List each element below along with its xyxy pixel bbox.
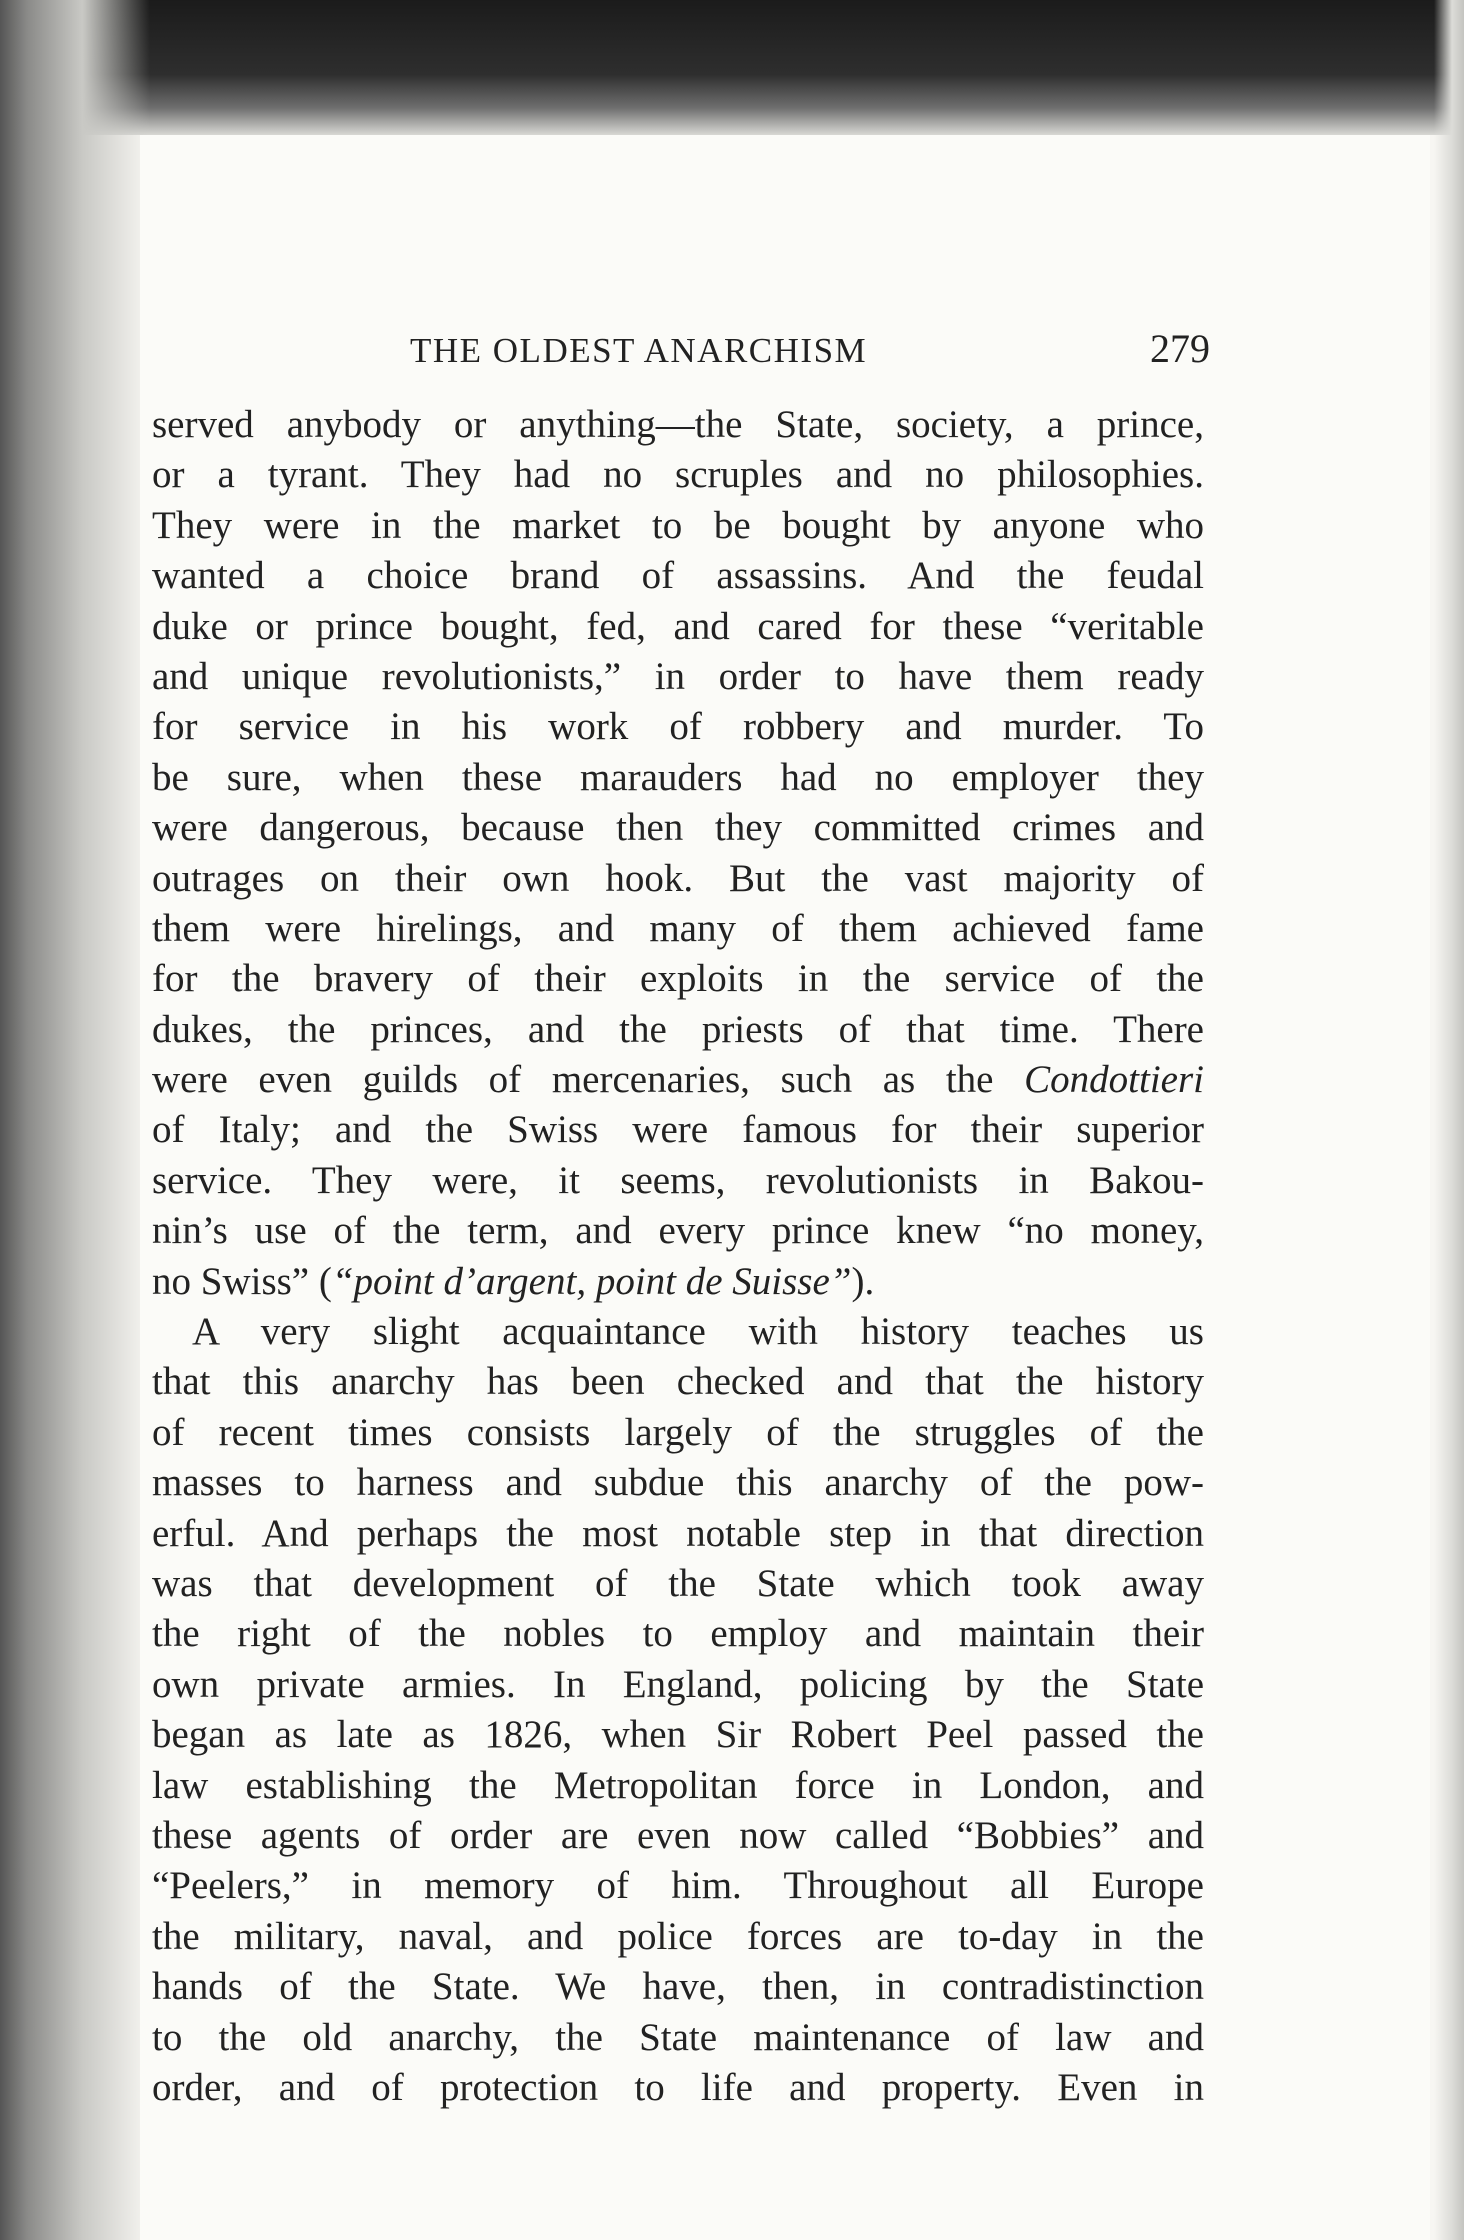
text-line: the right of the nobles to employ and maintain their — [152, 1612, 1204, 1656]
text-line — [152, 1257, 1204, 1307]
text-line: was that development of the State which took away — [152, 1561, 1204, 1605]
text-line: duke or prince bought, fed, and cared for these “veritable — [152, 604, 1204, 648]
text-line — [152, 1055, 1204, 1105]
text-line: law establishing the Metropolitan force in London, and — [152, 1763, 1204, 1807]
text-line: be sure, when these marauders had no employer they — [152, 755, 1204, 799]
italic-run: Condottieri — [1024, 1058, 1204, 1102]
text-line: masses to harness and subdue this anarchy of the pow- — [152, 1461, 1204, 1505]
text-line: that this anarchy has been checked and that the history — [152, 1360, 1204, 1404]
text-line: began as late as 1826, when Sir Robert Peel passed the — [152, 1713, 1204, 1757]
text-line: nin’s use of the term, and every prince knew “no money, — [152, 1209, 1204, 1253]
text-run: no Swiss” ( — [152, 1259, 332, 1303]
text-line: for service in his work of robbery and murder. To — [152, 705, 1204, 749]
text-line: or a tyrant. They had no scruples and no philosophies. — [152, 453, 1204, 497]
text-line: served anybody or anything—the State, society, a prince, — [152, 403, 1204, 446]
text-line: were dangerous, because then they committed crimes and — [152, 806, 1204, 850]
text-line: A very slight acquaintance with history teaches us — [192, 1310, 1204, 1354]
text-line: order, and of protection to life and property. Even in — [152, 2065, 1204, 2109]
text-line: erful. And perhaps the most notable step in that direction — [152, 1511, 1204, 1555]
text-line: own private armies. In England, policing by the State — [152, 1662, 1204, 1706]
book-spine-shadow — [0, 0, 150, 2240]
text-run: were even guilds of mercenaries, such as the — [152, 1058, 1025, 1102]
text-run: ). — [851, 1259, 875, 1303]
text-line: to the old anarchy, the State maintenance of law and — [152, 2015, 1204, 2059]
text-line: of Italy; and the Swiss were famous for their superior — [152, 1108, 1204, 1152]
text-line: They were in the market to be bought by anyone who — [152, 503, 1204, 547]
text-line: them were hirelings, and many of them achieved fame — [152, 906, 1204, 950]
text-line: “Peelers,” in memory of him. Throughout all Europe — [152, 1864, 1204, 1908]
italic-run: “point d’argent, point de Suisse” — [331, 1259, 852, 1303]
text-line: the military, naval, and police forces are to-day in the — [152, 1914, 1204, 1958]
text-line: wanted a choice brand of assassins. And the feudal — [152, 554, 1204, 598]
text-line: dukes, the princes, and the priests of that time. There — [152, 1007, 1204, 1051]
text-line: these agents of order are even now called “Bobbies” and — [152, 1813, 1204, 1857]
page-edge-shadow — [1434, 0, 1464, 2240]
text-line: for the bravery of their exploits in the service of the — [152, 957, 1204, 1001]
scan-top-shadow — [0, 0, 1464, 135]
page-number: 279 — [1150, 326, 1210, 371]
text-line: of recent times consists largely of the struggles of the — [152, 1410, 1204, 1454]
text-line: hands of the State. We have, then, in contradistinction — [152, 1965, 1204, 2009]
running-head — [410, 325, 1210, 377]
text-line: service. They were, it seems, revolutionists in Bakou- — [152, 1158, 1204, 1202]
text-line: outrages on their own hook. But the vast majority of — [152, 856, 1204, 900]
text-line: and unique revolutionists,” in order to have them ready — [152, 654, 1204, 698]
running-title: THE OLDEST ANARCHISM — [410, 331, 868, 370]
body-text — [152, 400, 1204, 2113]
